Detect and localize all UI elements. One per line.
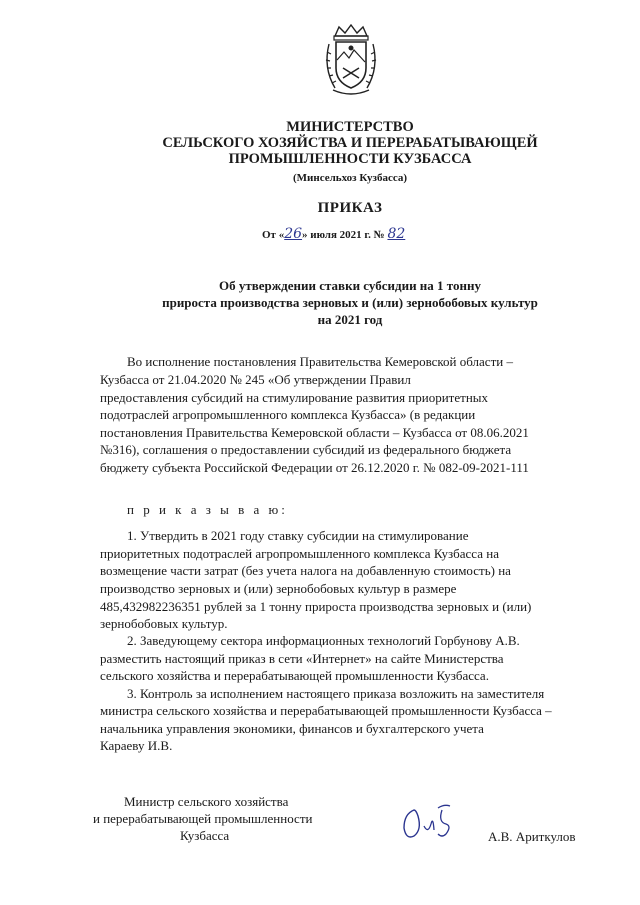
ministry-short-name: (Минсельхоз Кузбасса) <box>292 172 408 184</box>
preamble-line: бюджету субъекта Российской Федерации от 26.12.2020 г. № 082-09-2021-111 <box>100 460 529 475</box>
subject-line-1: Об утверждении ставки субсидии на 1 тонну <box>218 278 481 293</box>
kuzbass-coat-of-arms-icon <box>321 24 381 98</box>
item-1-line: возмещение части затрат (без учета налога на добавленную стоимость) на <box>100 563 511 578</box>
signatory-position-line-1: Министр сельского хозяйства <box>124 794 289 809</box>
order-day-handwritten: 26 <box>284 226 303 242</box>
item-3-line: 3. Контроль за исполнением настоящего приказа возложить на заместителя <box>127 686 545 701</box>
preamble-line: №316), соглашения о предоставлении субсидий из федерального бюджета <box>100 442 512 457</box>
item-2-line: сельского хозяйства и перерабатывающей промышленности Кузбасса. <box>100 668 489 683</box>
item-1-line: 485,432982236351 рублей за 1 тонну прироста производства зерновых и (или) <box>100 599 532 614</box>
document-title: ПРИКАЗ <box>317 200 383 216</box>
preamble-line: Во исполнение постановления Правительства Кемеровской области – <box>127 354 513 369</box>
date-month-year: » июля 2021 г. № <box>302 229 385 241</box>
order-number-handwritten: 82 <box>387 226 406 242</box>
item-1-line: 1. Утвердить в 2021 году ставку субсидии на стимулирование <box>127 528 469 543</box>
signatory-position-line-2: и перерабатывающей промышленности <box>93 811 313 826</box>
subject-line-3: на 2021 год <box>317 312 383 327</box>
signatory-position-line-3: Кузбасса <box>180 828 230 843</box>
preamble-line: предоставления субсидий на стимулирование развития приоритетных <box>100 390 489 405</box>
order-date-line <box>262 226 405 242</box>
preamble-line: Кузбасса от 21.04.2020 № 245 «Об утверждении Правил <box>100 372 411 387</box>
preamble-line: подотраслей агропромышленного комплекса Кузбасса» (в редакции <box>100 407 476 422</box>
item-3-line: начальника управления экономики, финансов и бухгалтерского учета <box>100 721 484 736</box>
item-1-line: зернобобовых культур. <box>100 616 228 631</box>
signatory-name: А.В. Ариткулов <box>488 829 576 844</box>
item-1-line: производство зерновых и (или) зернобобовых культур в размере <box>100 581 457 596</box>
ministry-name-line-1: МИНИСТЕРСТВО <box>286 119 414 135</box>
ministry-name-line-2: СЕЛЬСКОГО ХОЗЯЙСТВА И ПЕРЕРАБАТЫВАЮЩЕЙ <box>162 135 538 151</box>
ministry-name-line-3: ПРОМЫШЛЕННОСТИ КУЗБАССА <box>228 151 472 167</box>
preamble-line: постановления Правительства Кемеровской области – Кузбасса от 08.06.2021 <box>100 425 529 440</box>
subject-line-2: прироста производства зерновых и (или) зернобобовых культур <box>162 295 538 310</box>
item-2-line: разместить настоящий приказ в сети «Интернет» на сайте Министерства <box>100 651 504 666</box>
item-3-line: министра сельского хозяйства и перерабатывающей промышленности Кузбасса – <box>100 703 552 718</box>
item-3-line: Караеву И.В. <box>100 738 173 753</box>
handwritten-signature <box>398 800 468 848</box>
resolution-word: п р и к а з ы в а ю: <box>127 502 288 517</box>
date-prefix: От « <box>262 229 285 241</box>
item-1-line: приоритетных подотраслей агропромышленного комплекса Кузбасса на <box>100 546 499 561</box>
item-2-line: 2. Заведующему сектора информационных технологий Горбунову А.В. <box>127 633 520 648</box>
